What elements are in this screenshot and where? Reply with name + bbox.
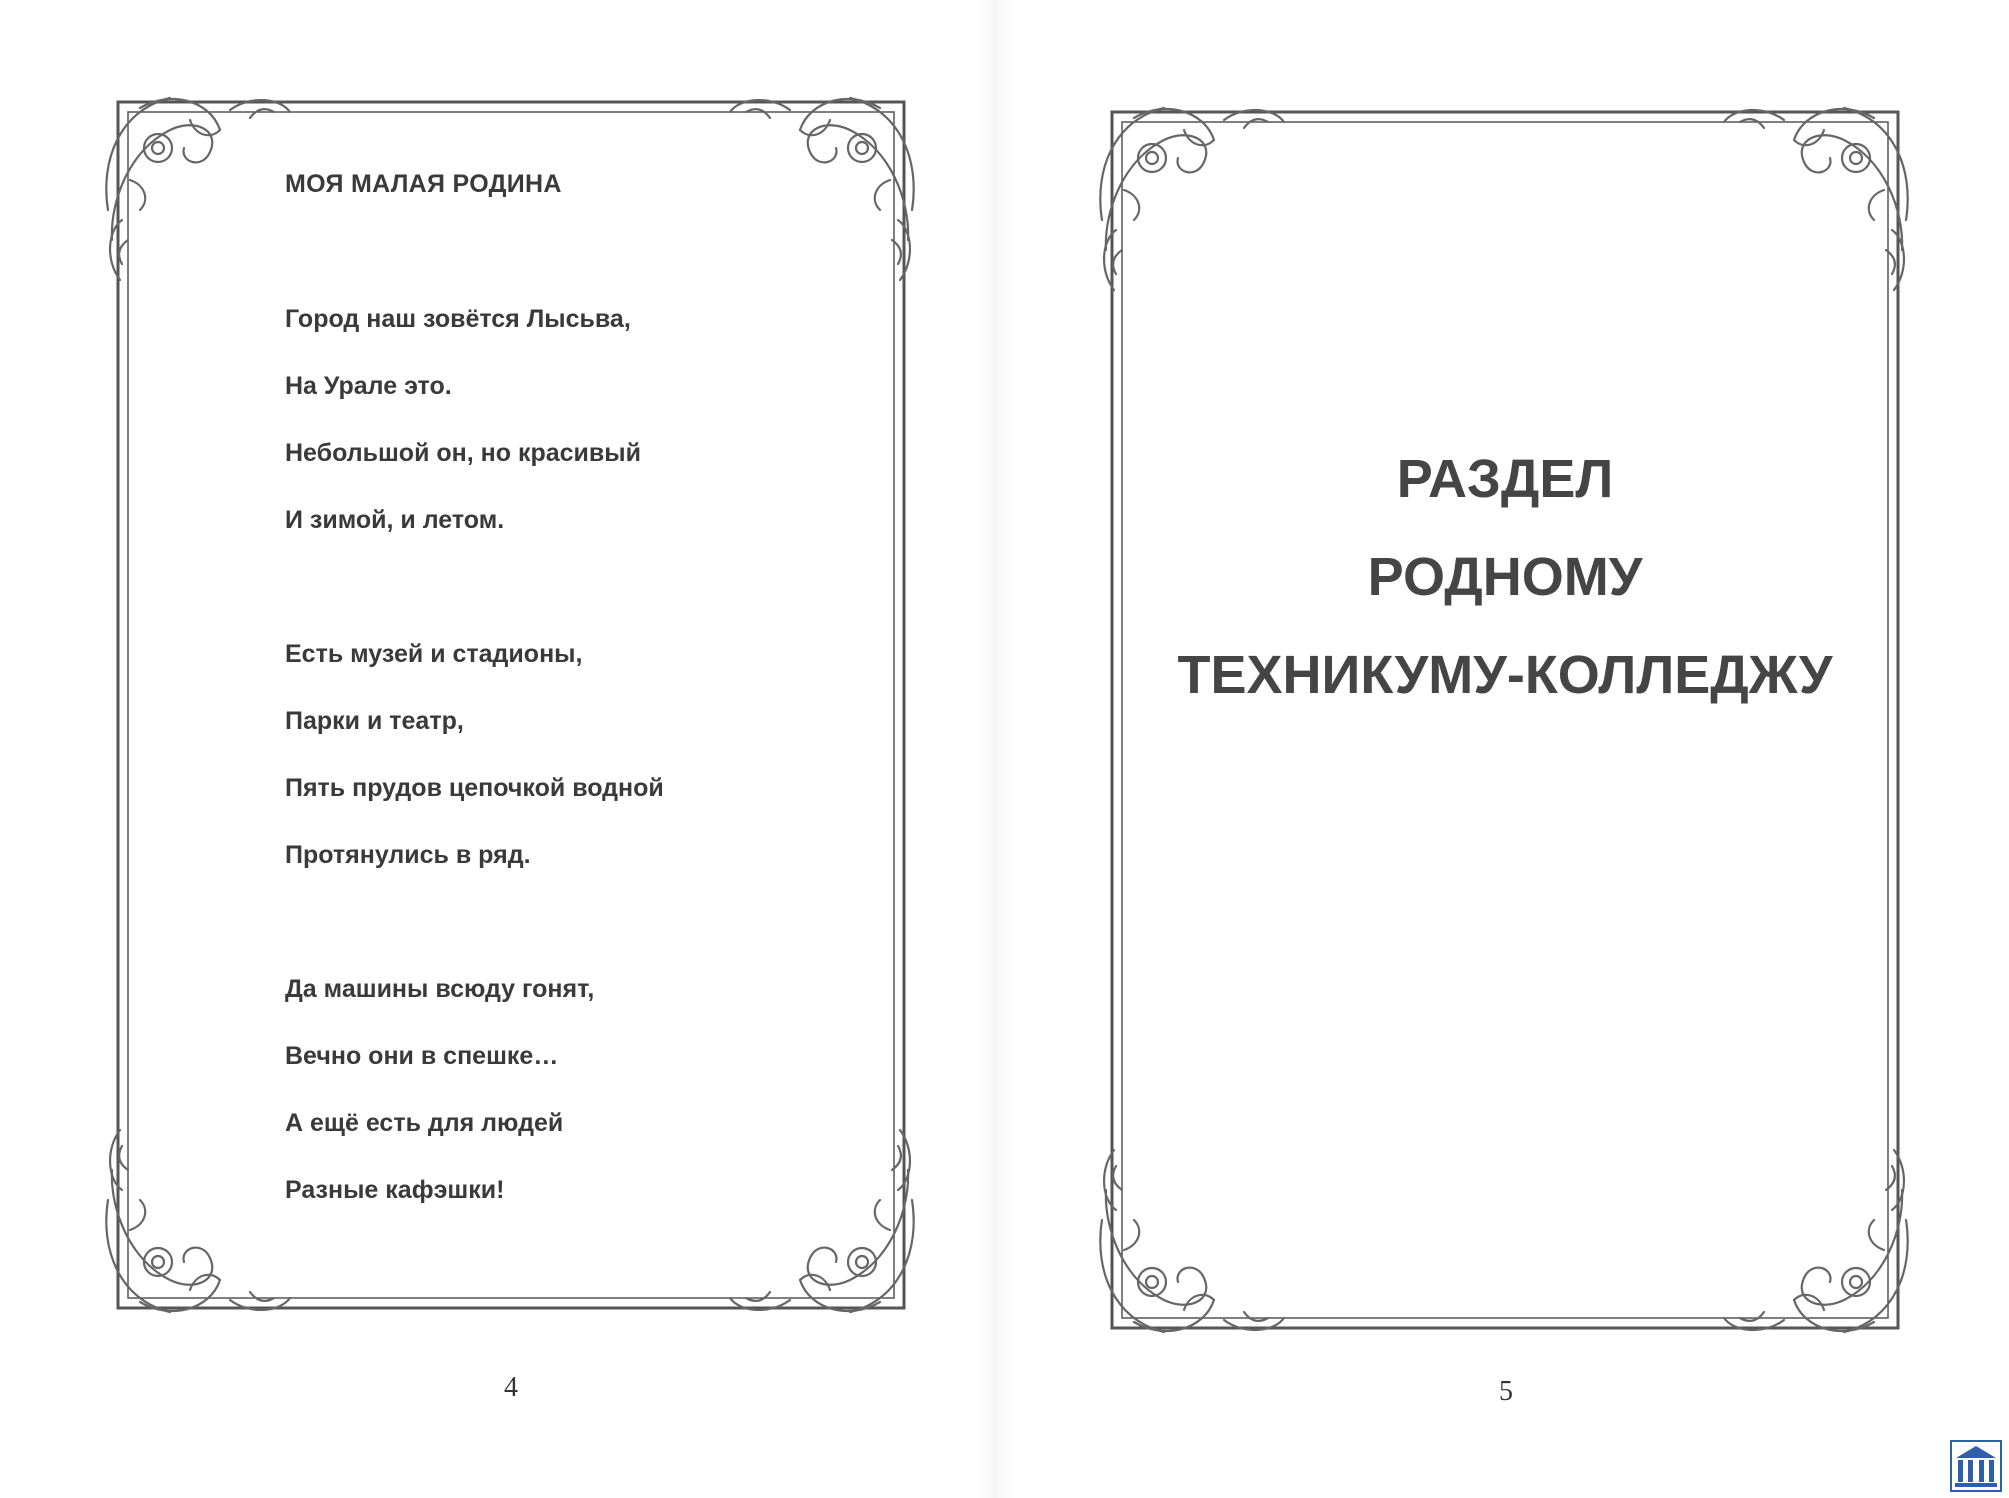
page-number-left: 4 xyxy=(504,1372,518,1403)
poem-line: А ещё есть для людей xyxy=(285,1109,564,1137)
poem-line: На Урале это. xyxy=(285,372,452,400)
stanza-gap xyxy=(285,572,845,639)
poem-line: Разные кафэшки! xyxy=(285,1176,505,1204)
poem-line: И зимой, и летом. xyxy=(285,506,505,534)
poem-title: МОЯ МАЛАЯ РОДИНА xyxy=(285,170,562,198)
section-heading-line-2: РОДНОМУ xyxy=(1367,547,1643,607)
poem-line: Пять прудов цепочкой водной xyxy=(285,774,664,802)
page-number-right: 5 xyxy=(1499,1376,1513,1407)
poem xyxy=(285,160,845,1242)
poem-stanza-3 xyxy=(285,974,845,1242)
stanza-gap xyxy=(285,907,845,974)
poem-stanza-2 xyxy=(285,639,845,907)
section-heading-line-1: РАЗДЕЛ xyxy=(1396,449,1614,509)
book-gutter xyxy=(975,0,1015,1498)
poem-stanza-1 xyxy=(285,304,845,572)
section-heading xyxy=(1100,430,1910,724)
poem-line: Небольшой он, но красивый xyxy=(285,439,642,467)
poem-line: Парки и театр, xyxy=(285,707,464,735)
library-building-logo-icon xyxy=(1950,1440,2002,1492)
poem-line: Есть музей и стадионы, xyxy=(285,640,583,668)
poem-line: Да машины всюду гонят, xyxy=(285,975,595,1003)
poem-line: Вечно они в спешке… xyxy=(285,1042,559,1070)
section-heading-line-3: ТЕХНИКУМУ-КОЛЛЕДЖУ xyxy=(1177,645,1833,705)
poem-line: Город наш зовётся Лысьва, xyxy=(285,305,631,333)
poem-line: Протянулись в ряд. xyxy=(285,841,531,869)
